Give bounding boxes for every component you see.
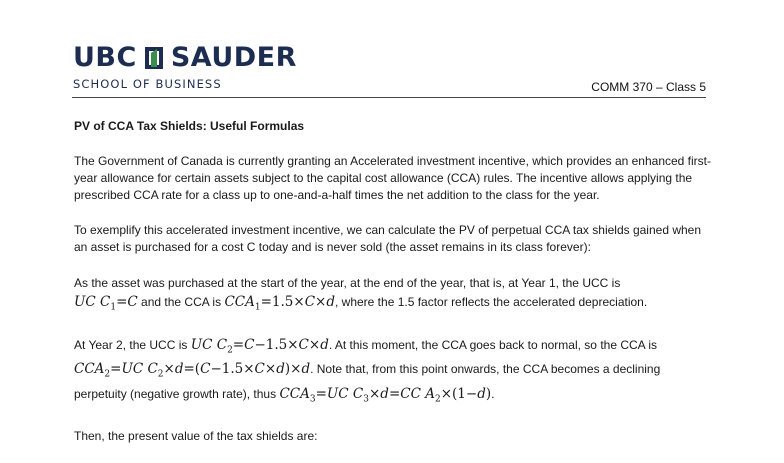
course-label: COMM 370 – Class 5 [591, 80, 706, 94]
document-body [74, 118, 714, 463]
paragraph-year2: At Year 2, the UCC is UC $C_2=C-1.5\times C\times d$. At this moment, the CCA goes back to normal, so the CCA is $CCA_2=UC$ $C_2\times d=(C-1.5\times C\times d)\times d$. Note that, from this point onwards, the CCA becomes a declining perpetuity (negative growth rate), thus $CCA_3=UC$ $C_3\times d=CC$ $A_2\times(1-d)$. [74, 336, 661, 405]
paragraph-year1: As the asset was purchased at the start of the year, at the end of the year, that is, at Year 1, the UCC is UC $C_1=C$ and the CCA is $CCA_1=1.5\times C\times d$, where the 1.5 factor reflects the accelerated depreciation. [74, 276, 648, 313]
logo-word-ubc: UBC [73, 42, 137, 73]
formula-ucc2: UC $C_2=C-1.5\times C\times d$ [190, 336, 329, 356]
paragraph-example: To exemplify this accelerated investment incentive, we can calculate the PV of perpetual CCA tax shields gained when an asset is purchased for a cost C today and is never sold (the asset remains in its class forever): [74, 223, 702, 254]
logo-subtitle: SCHOOL OF BUSINESS [73, 77, 222, 91]
formula-ucc1: UC $C_1=C$ [74, 294, 138, 313]
paragraph-intro: The Government of Canada is currently granting an Accelerated investment incentive, which provides an enhanced first-year allowance for certain assets subject to the capital cost allowance (CCA) rules. The incentive allows applying the prescribed CCA rate for a class up to one-and-a-half times the net addition to the class for the year. [74, 154, 712, 202]
ubc-sauder-logo [73, 44, 297, 91]
paragraph-pv: Then, the present value of the tax shields are: [74, 428, 318, 443]
document-title: PV of CCA Tax Shields: Useful Formulas [74, 119, 305, 133]
logo-word-sauder: SAUDER [170, 42, 297, 73]
formula-cca1: $CCA_1=1.5\times C\times d$ [224, 294, 335, 313]
logo-mark-icon [143, 45, 165, 71]
header-divider [72, 97, 706, 98]
formula-cca3: $CCA_3=UC$ $C_3\times d=CC$ $A_2\times(1-d)$ [279, 386, 492, 405]
formula-cca2: $CCA_2=UC$ $C_2\times d=(C-1.5\times C\times d)\times d$ [74, 361, 311, 381]
